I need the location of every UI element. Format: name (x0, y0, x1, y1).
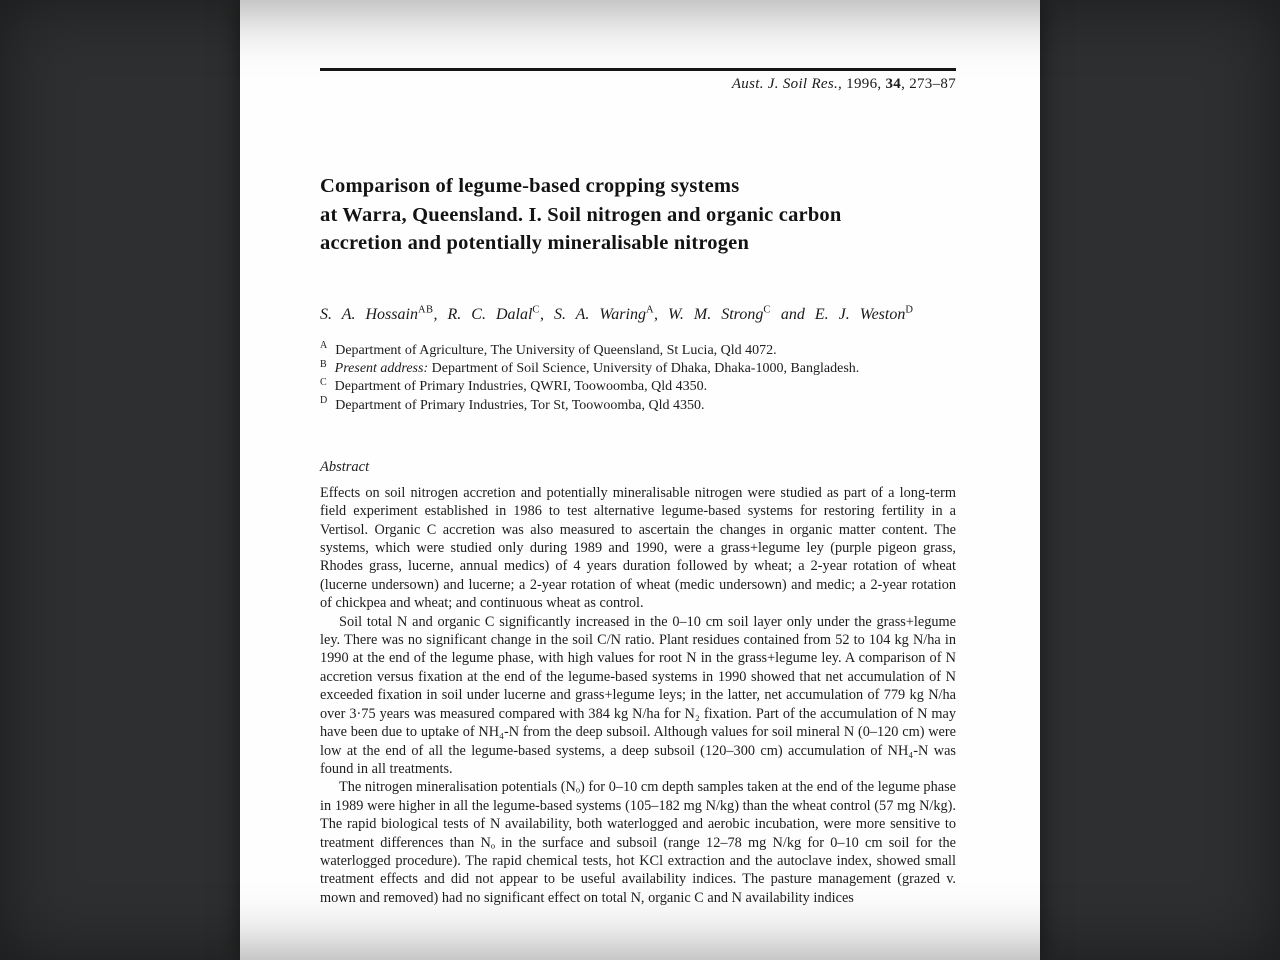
header-rule (320, 68, 956, 71)
abstract-body (320, 484, 956, 907)
author-affiliation-superscript: D (905, 304, 914, 316)
author-affiliation-superscript: C (532, 304, 540, 316)
affiliation-text: Department of Soil Science, University of Dhaka, Dhaka-1000, Bangladesh. (431, 361, 860, 377)
abstract-paragraph: Soil total N and organic C significantly increased in the 0–10 cm soil layer only under the grass+legume ley. There was no significant change in the soil C/N ratio. Plant residues contained from 52 to 104 kg N/ha in 1990 at the end of the legume phase, with high values for root N in the grass+legume ley. A comparison of N accretion versus fixation at the end of the legume-based systems in 1990 showed that net accumulation of N exceeded fixation in soil under lucerne and grass+legume leys; in the latter, net accumulation of 779 kg N/ha over 3·75 years was measured compared with 384 kg N/ha for N₂ fixation. Part of the accumulation of N may have been due to uptake of NH₄-N from the deep subsoil. Although values for soil mineral N (0–120 cm) were low at the end of all the legume-based systems, a deep subsoil (120–300 cm) accumulation of NH₄-N was found in all treatments. (320, 613, 956, 777)
affiliation-line (320, 342, 956, 360)
affiliation-line (320, 394, 956, 415)
affiliation-text: Department of Primary Industries, Tor St, Toowoomba, Qld 4350. (335, 397, 705, 413)
paper-title-line: accretion and potentially mineralisable nitrogen (320, 232, 750, 254)
author (815, 306, 914, 323)
journal-volume: 34 (885, 76, 902, 92)
author-name: S. A. Hossain (320, 305, 418, 323)
affiliation-superscript: B (320, 358, 327, 370)
journal-year: 1996, (846, 76, 882, 92)
author-separator: , (539, 305, 554, 323)
paper-title (320, 172, 956, 258)
author-separator: , (433, 305, 448, 323)
author-name: E. J. Weston (814, 305, 906, 323)
paper-title-line: Comparison of legume-based cropping systems (320, 175, 740, 197)
author-name: W. M. Strong (668, 305, 764, 323)
affiliation-text: Department of Primary Industries, QWRI, Toowoomba, Qld 4350. (334, 379, 708, 395)
author-separator: and (770, 305, 815, 323)
author-affiliation-superscript: AB (417, 304, 434, 316)
abstract-paragraph: The nitrogen mineralisation potentials (Nₒ) for 0–10 cm depth samples taken at the end of the legume phase in 1989 were higher in all the legume-based systems (105–182 mg N/kg) than the wheat control (57 mg N/kg). The rapid biological tests of N availability, both waterlogged and aerobic incubation, were more sensitive to treatment differences than Nₒ in the surface and subsoil (range 12–78 mg N/kg for 0–10 cm soil for the waterlogged procedure). The rapid chemical tests, hot KCl extraction and the autoclave index, showed small treatment effects and did not appear to be useful availability indices. The pasture management (grazed v. mown and removed) had no significant effect on total N, organic C and N availability indices (320, 779, 956, 906)
abstract-heading: Abstract (320, 458, 370, 475)
author (668, 306, 815, 323)
affiliation-line (320, 360, 956, 378)
author-name: R. C. Dalal (447, 305, 533, 323)
affiliation-superscript: D (320, 394, 328, 406)
affiliation-text: Department of Agriculture, The University of Queensland, St Lucia, Qld 4072. (335, 343, 777, 358)
author (554, 306, 668, 323)
author-separator: , (654, 305, 669, 323)
journal-name: Aust. J. Soil Res., (731, 76, 843, 92)
author (448, 306, 554, 323)
page-content (320, 0, 956, 907)
document-page (240, 0, 1040, 960)
journal-pages: , 273–87 (901, 76, 956, 92)
authors-line (320, 304, 956, 327)
author (320, 306, 448, 323)
affiliations-block (320, 342, 956, 415)
affiliation-superscript: A (320, 340, 328, 352)
abstract-paragraph: Effects on soil nitrogen accretion and potentially mineralisable nitrogen were studied as part of a long-term field experiment established in 1986 to test alternative legume-based systems for restoring fertility in a Vertisol. Organic C accretion was also measured to ascertain the changes in organic matter content. The systems, which were studied only during 1989 and 1990, were a grass+legume ley (purple pigeon grass, Rhodes grass, lucerne, annual medics) of 4 years duration followed by wheat; a 2-year rotation of wheat (lucerne undersown) and lucerne; a 2-year rotation of wheat (medic undersown) and medic; a 2-year rotation of chickpea and wheat; and continuous wheat as control. (320, 484, 956, 612)
affiliation-superscript: C (320, 376, 327, 388)
author-affiliation-superscript: A (645, 304, 655, 316)
journal-citation (320, 76, 956, 93)
author-name: S. A. Waring (553, 305, 646, 323)
affiliation-line (320, 378, 956, 396)
affiliation-italic-prefix: Present address: (334, 361, 432, 377)
author-affiliation-superscript: C (763, 304, 771, 316)
paper-title-line: at Warra, Queensland. I. Soil nitrogen and organic carbon (320, 203, 842, 226)
